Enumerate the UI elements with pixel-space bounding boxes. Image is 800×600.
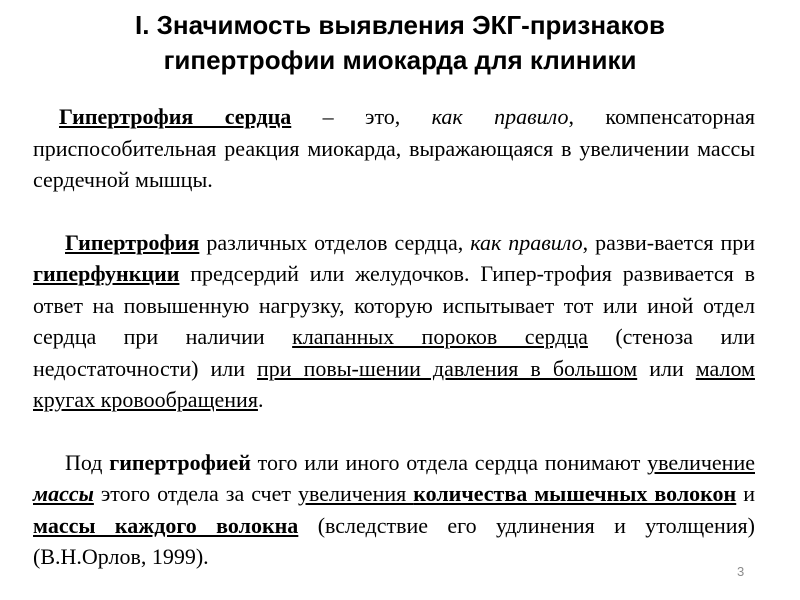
text-run: (стеноза или недостаточности) или bbox=[33, 324, 755, 381]
term-hyperfunction: гиперфункции bbox=[33, 261, 180, 286]
term-fiber-mass: массы каждого волокна bbox=[33, 512, 299, 538]
term-mass: массы bbox=[33, 481, 94, 506]
term-hypertrophy: Гипертрофия bbox=[65, 229, 200, 255]
text-run: (вследствие его удлинения и утолщения) (В.Н.Орлов, 1999). bbox=[33, 512, 755, 569]
text-run: , компенсаторная приспособительная реакция миокарда, выражающаяся в увеличении массы сердечной мышцы. bbox=[33, 104, 755, 192]
term-small-circle: малом кругах кровообращения bbox=[33, 355, 755, 412]
slide-body bbox=[33, 101, 755, 573]
paragraph-development bbox=[33, 227, 755, 416]
text-run: или bbox=[637, 355, 696, 381]
text-run: – это, bbox=[291, 104, 432, 129]
term-fiber-count: количества мышечных волокон bbox=[413, 481, 737, 506]
term-increase-of: увеличения bbox=[297, 481, 414, 506]
text-run: . bbox=[257, 387, 264, 412]
text-run: Под bbox=[65, 449, 110, 475]
term-pressure-large-circle: при повы-шении давления в большом bbox=[257, 355, 638, 381]
paragraph-gap bbox=[33, 416, 755, 447]
text-run: и bbox=[736, 481, 755, 506]
term-valve-defects: клапанных пороков сердца bbox=[292, 324, 588, 349]
term-increase: увеличение bbox=[647, 449, 755, 475]
paragraph-gap bbox=[33, 196, 755, 227]
text-run: различных отделов сердца, bbox=[199, 229, 471, 255]
emphasis-as-a-rule: как правило bbox=[431, 104, 569, 129]
text-run: того или иного отдела сердца понимают bbox=[250, 449, 648, 475]
slide-title bbox=[40, 8, 760, 78]
term-hypertrophy-bold: гипертрофией bbox=[109, 449, 251, 475]
text-run: предсердий или желудочков. Гипер-трофия развивается в ответ на повышенную нагрузку, которую испытывает тот или иной отдел сердца при наличии bbox=[33, 261, 755, 349]
term-heart-hypertrophy: Гипертрофия сердца bbox=[59, 104, 292, 129]
paragraph-meaning bbox=[33, 447, 755, 573]
text-run: этого отдела за счет bbox=[93, 481, 298, 506]
page-number: 3 bbox=[737, 564, 745, 579]
slide-title-line-2: гипертрофии миокарда для клиники bbox=[163, 45, 637, 75]
emphasis-as-a-rule: как правило bbox=[470, 229, 583, 255]
paragraph-definition bbox=[33, 101, 755, 196]
text-run: , разви-вается при bbox=[582, 229, 755, 255]
slide-title-line-1: I. Значимость выявления ЭКГ-признаков bbox=[134, 10, 666, 40]
